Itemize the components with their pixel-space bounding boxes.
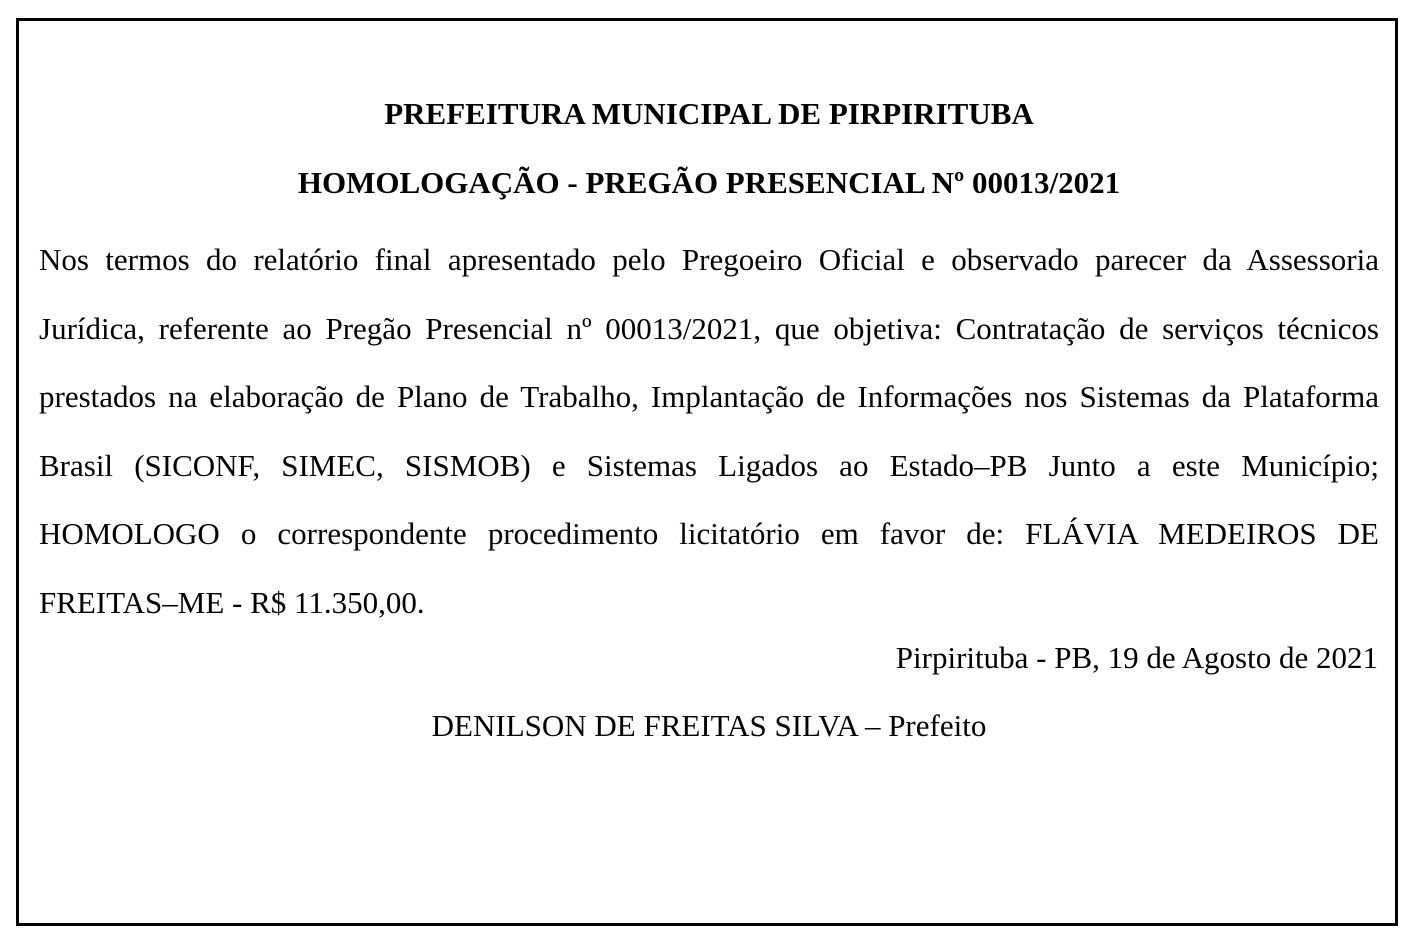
place-date: Pirpirituba - PB, 19 de Agosto de 2021 [895,640,1378,675]
signature-line: DENILSON DE FREITAS SILVA – Prefeito [431,708,987,743]
document-body: Nos termos do relatório final apresentado pelo Pregoeiro Oficial e observado parecer da Assessoria Jurídica, referente ao Pregão Presencial nº 00013/2021, que objetiva: Contratação de serviços técnicos prestados na elaboração de Plano de Trabalho, Implantação de Informações nos Sistemas da Plataforma Brasil (SICONF, SIMEC, SISMOB) e Sistemas Ligados ao Estado–PB Junto a este Município; HOMOLOGO o correspondente procedimento licitatório em favor de: FLÁVIA MEDEIROS DE FREITAS–ME - R$ 11.350,00. [39,242,1379,620]
document-heading: PREFEITURA MUNICIPAL DE PIRPIRITUBA [384,96,1034,131]
document-subheading: HOMOLOGAÇÃO - PREGÃO PRESENCIAL Nº 00013/2021 [297,165,1121,200]
